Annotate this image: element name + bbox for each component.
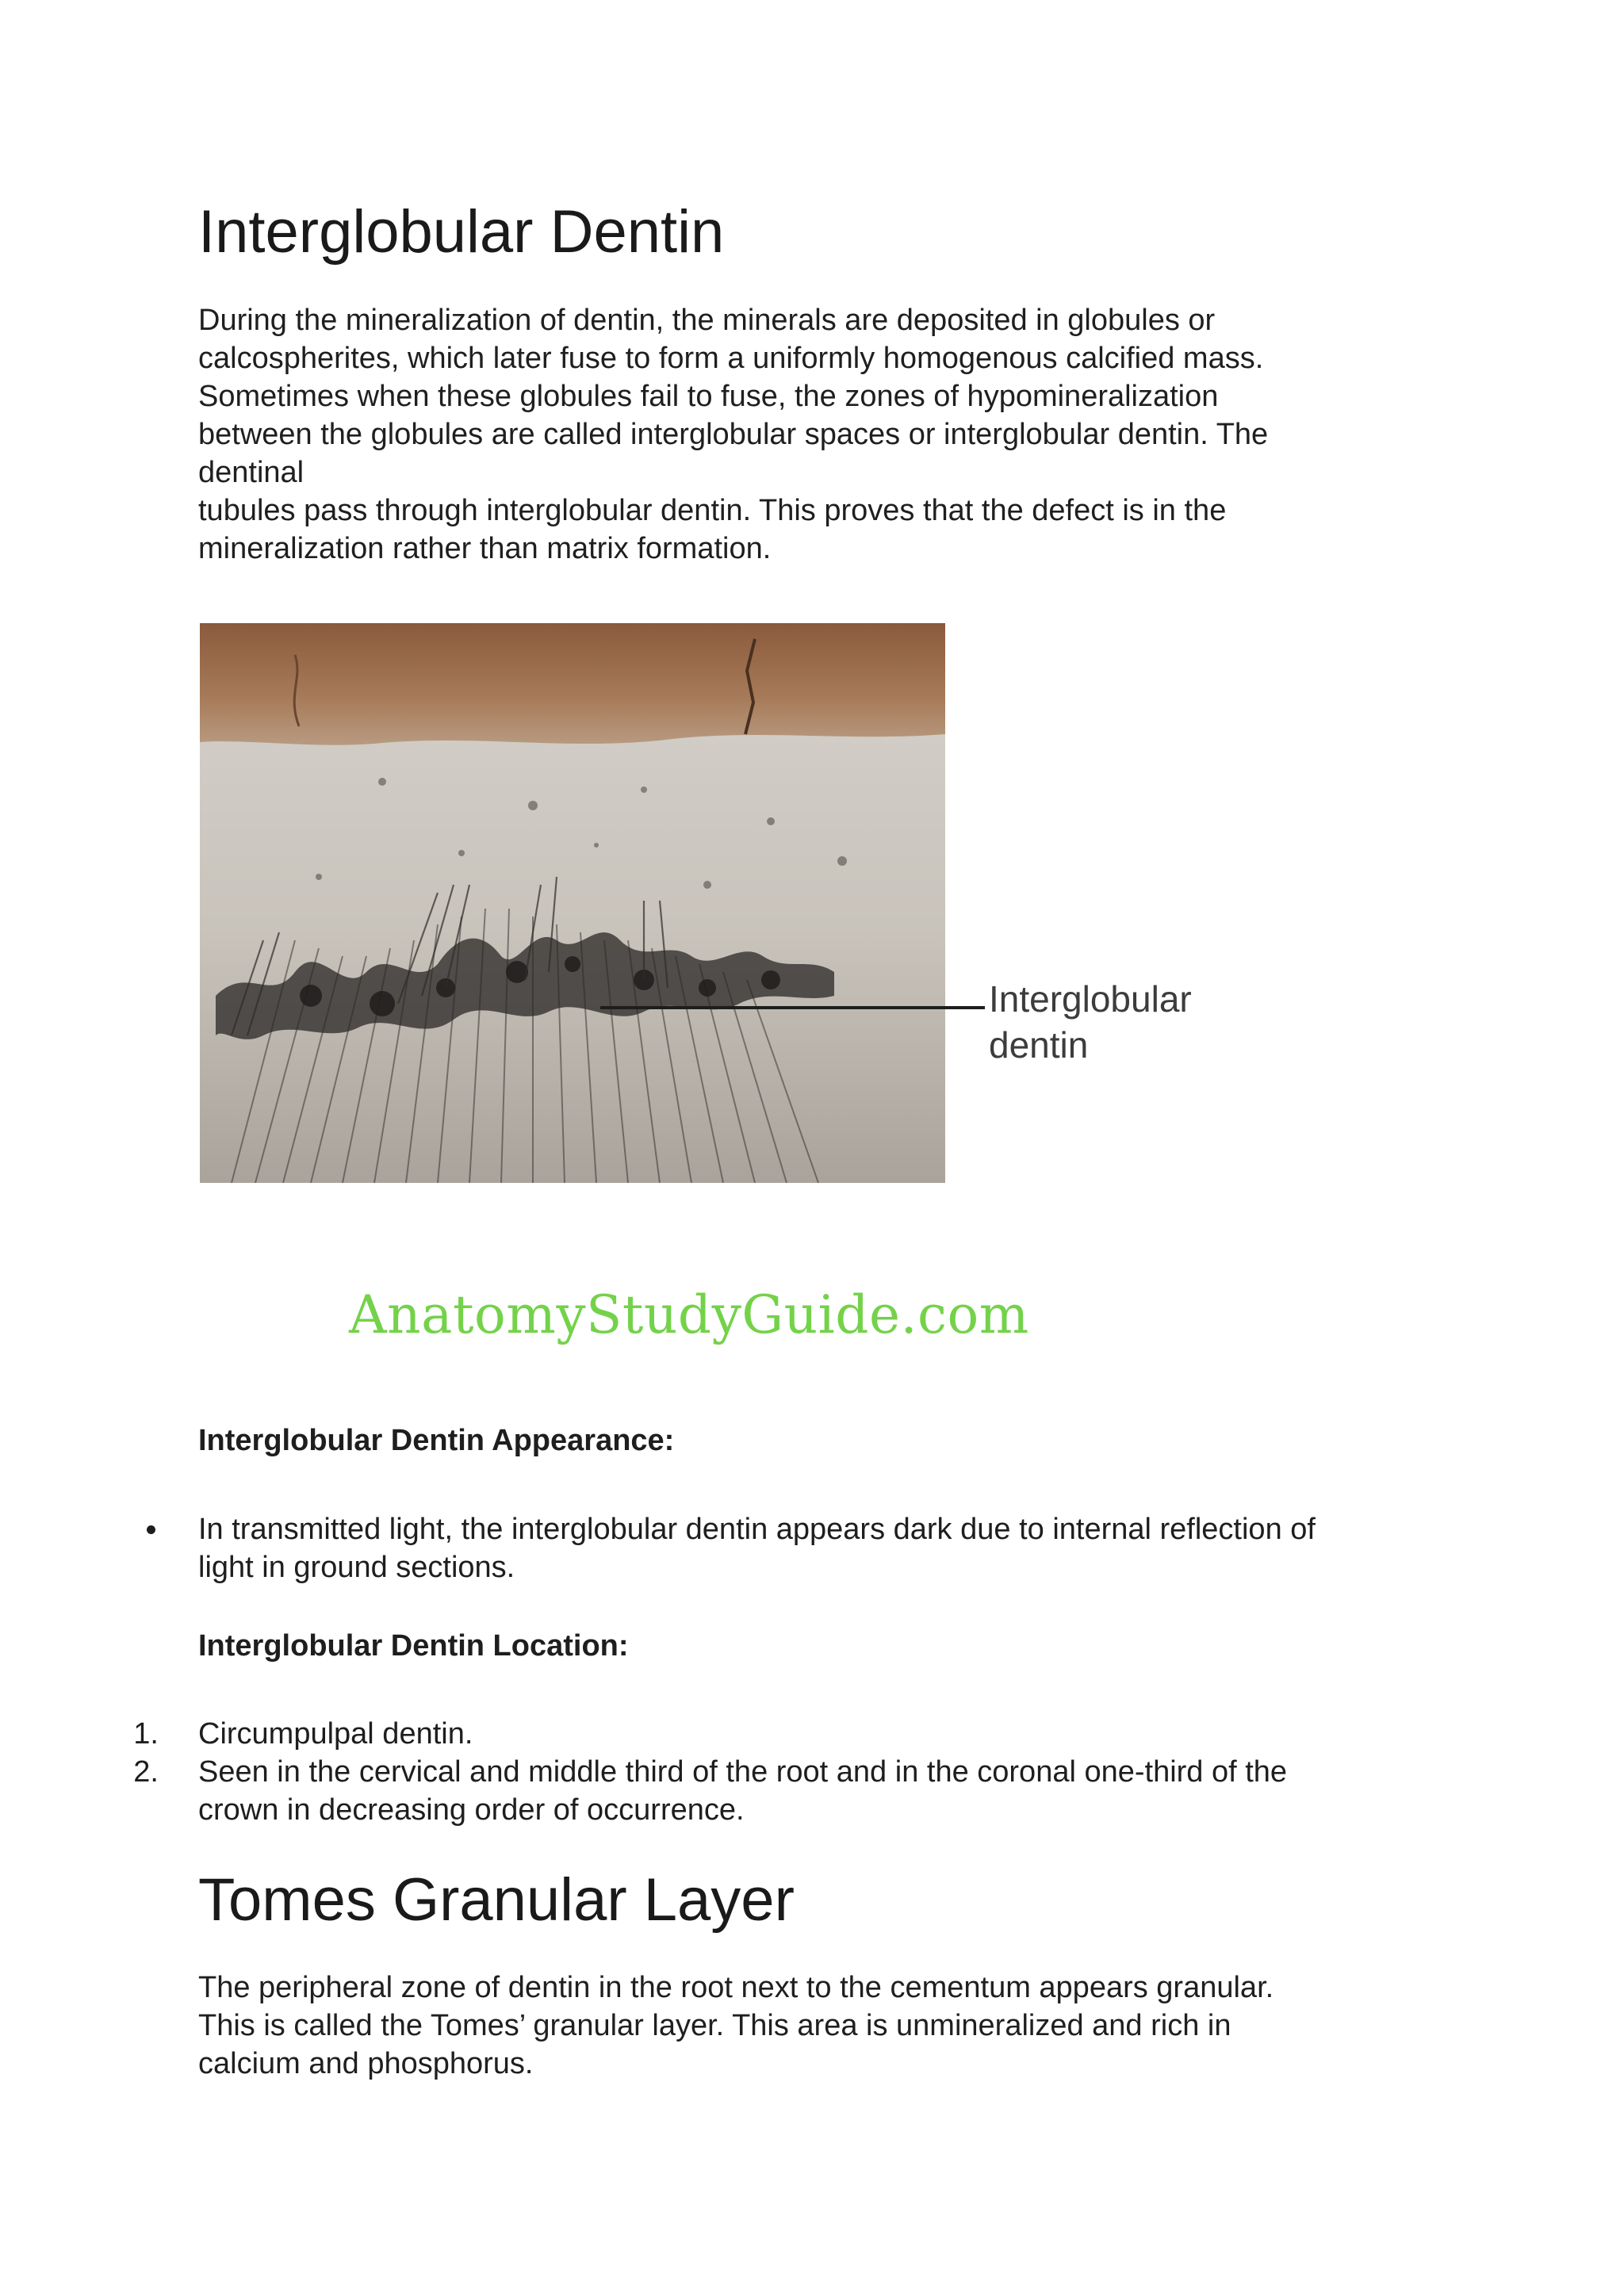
paragraph-interglobular-dentin [198, 301, 1435, 568]
paragraph-line: calcospherites, which later fuse to form a uniformly homogenous calcified mass. [198, 342, 1264, 375]
heading-interglobular-dentin: Interglobular Dentin [198, 198, 725, 266]
paragraph-line: dentinal [198, 456, 304, 489]
figure-label [989, 976, 1227, 1068]
list-number: 1. [133, 1717, 159, 1751]
list-item-line: crown in decreasing order of occurrence. [198, 1793, 745, 1827]
watermark: AnatomyStudyGuide.com [349, 1284, 1029, 1345]
bullet-icon [147, 1525, 155, 1534]
list-item-line: Circumpulpal dentin. [198, 1717, 473, 1751]
paragraph-line: The peripheral zone of dentin in the root next to the cementum appears granular. [198, 1971, 1274, 2004]
list-item-line: In transmitted light, the interglobular dentin appears dark due to internal reflection of [198, 1513, 1316, 1546]
list-item-text [198, 1753, 1467, 1829]
list-item-line: Seen in the cervical and middle third of the root and in the coronal one-third of the [198, 1755, 1288, 1789]
paragraph-line: calcium and phosphorus. [198, 2047, 534, 2080]
figure-label-line: Interglobular [989, 978, 1192, 1020]
label-leader-line [200, 623, 1215, 1194]
heading-tomes-granular-layer: Tomes Granular Layer [198, 1866, 795, 1934]
subheading-location: Interglobular Dentin Location: [198, 1629, 629, 1663]
figure-label-line: dentin [989, 1024, 1089, 1066]
paragraph-line: tubules pass through interglobular dentin. This proves that the defect is in the [198, 494, 1227, 527]
paragraph-line: This is called the Tomes’ granular layer. This area is unmineralized and rich in [198, 2009, 1231, 2042]
paragraph-line: Sometimes when these globules fail to fuse, the zones of hypomineralization [198, 380, 1219, 413]
list-number: 2. [133, 1755, 159, 1789]
paragraph-line: During the mineralization of dentin, the minerals are deposited in globules or [198, 304, 1216, 337]
list-item-line: light in ground sections. [198, 1551, 515, 1584]
subheading-appearance: Interglobular Dentin Appearance: [198, 1424, 675, 1457]
paragraph-tomes-granular-layer [198, 1969, 1435, 2083]
list-item-text [198, 1715, 1467, 1753]
paragraph-line: between the globules are called interglobular spaces or interglobular dentin. The [198, 418, 1269, 451]
interglobular-dentin-figure [200, 623, 1215, 1194]
paragraph-line: mineralization rather than matrix formation. [198, 532, 772, 565]
list-item-text [198, 1510, 1467, 1586]
